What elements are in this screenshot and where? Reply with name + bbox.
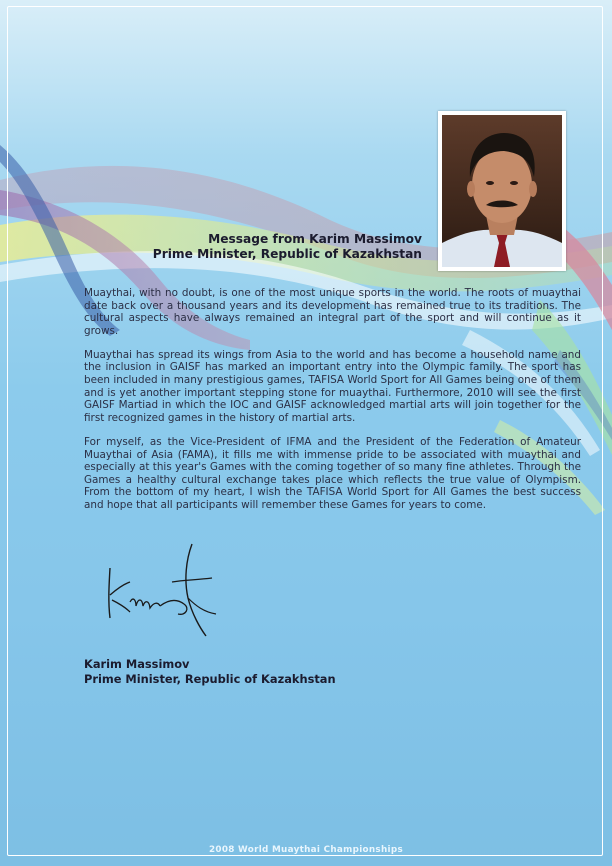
paragraph-3: For myself, as the Vice-President of IFMA and the President of the Federation of Amateur Muaythai of Asia (FAMA), it fills me with immense pride to be associated with muaythai and especially at this year's Games with the coming together of so many fine athletes. Through the Games a healthy cultural exchange takes place which reflects the true value of Olympism. From the bottom of my heart, I wish the TAFISA World Sport for All Games the best success and hope that all participants will remember these Games for years to come.: [84, 435, 581, 511]
message-heading: [153, 232, 422, 262]
signoff-name: Karim Massimov: [84, 657, 190, 671]
footer-text: 2008 World Muaythai Championships: [209, 845, 403, 855]
signoff-title: Prime Minister, Republic of Kazakhstan: [84, 671, 336, 686]
paragraph-1: Muaythai, with no doubt, is one of the most unique sports in the world. The roots of muaythai date back over a thousand years and its development has remained true to its traditions. The cultural aspects have always remained an integral part of the sport and will continue as it grows.: [84, 287, 581, 337]
heading-line-2: Prime Minister, Republic of Kazakhstan: [152, 247, 422, 261]
heading-line-1: Message from Karim Massimov: [208, 232, 422, 246]
portrait-frame: [438, 111, 566, 271]
signoff-block: [84, 657, 336, 686]
message-body: [84, 287, 581, 523]
paragraph-2: Muaythai has spread its wings from Asia to the world and has become a household name and the inclusion in GAISF has marked an important entry into the Olympic family. The sport has been included in many prestigious games, TAFISA World Sport for All Games being one of them and is yet another important stepping stone for muaythai. Furthermore, 2010 will see the first GAISF Martiad in which the IOC and GAISF acknowledged martial arts will join together for the first recognized games in the history of martial arts.: [84, 348, 581, 424]
handwritten-signature: [100, 540, 220, 640]
portrait-photo: [442, 115, 562, 267]
